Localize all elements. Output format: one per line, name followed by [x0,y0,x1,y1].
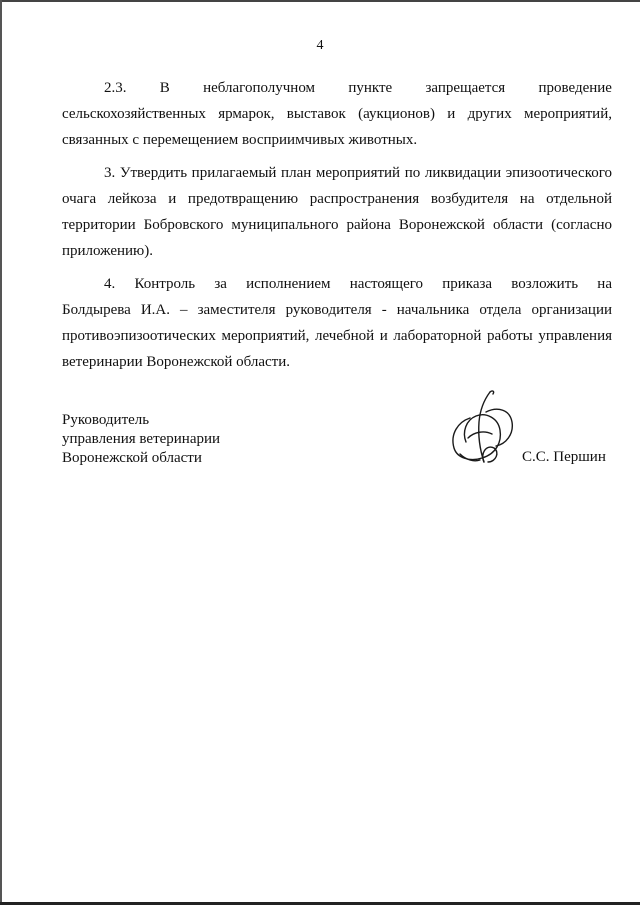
word: приказа [442,276,493,292]
signatory-title-line: Воронежской области [62,450,202,466]
word: 4. [104,276,116,292]
word: на [597,276,612,292]
word: пункте [348,80,393,96]
scan-edge-top [0,0,640,2]
paragraph-4 [62,271,612,375]
handwritten-signature-icon [440,388,520,468]
word: проведение [538,80,612,96]
paragraph-4-text: Болдырева И.А. – заместителя руководителя - начальника отдела организации противоэпизоотических мероприятий, лечебной и лабораторной работы управления ветеринарии Воронежской области. [62,302,612,370]
word: за [214,276,227,292]
page-number: 4 [316,38,324,53]
word: возложить [511,276,579,292]
paragraph-4-first-line [62,271,612,297]
scan-edge-left [0,0,2,905]
paragraph-2-3-first-line [62,75,612,101]
signatory-name: С.С. Першин [522,449,606,465]
paragraph-3: 3. Утвердить прилагаемый план мероприятий по ликвидации эпизоотического очага лейкоза и предотвращению распространения возбудителя на отдельной территории Бобровского муниципального района Воронежской области (согласно приложению). [62,165,612,259]
word: настоящего [349,276,424,292]
word: неблагополучном [203,80,316,96]
word: исполнением [246,276,331,292]
paragraph-2-3-text: сельскохозяйственных ярмарок, выставок (аукционов) и других мероприятий, связанных с перемещением восприимчивых животных. [62,106,612,148]
signatory-title-block [62,411,220,468]
word: 2.3. [104,80,127,96]
document-body [62,75,612,375]
word: В [159,80,170,96]
signatory-title-line: управления ветеринарии [62,431,221,447]
word: запрещается [425,80,506,96]
word: Контроль [134,276,196,292]
signatory-title-line: Руководитель [62,412,150,428]
paragraph-2-3 [62,75,612,153]
